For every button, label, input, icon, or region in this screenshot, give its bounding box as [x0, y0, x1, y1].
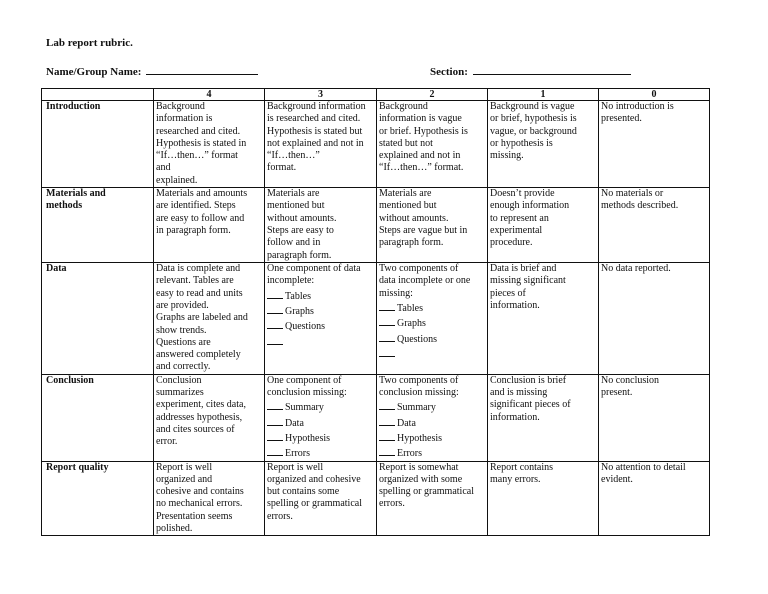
- cell-text: “If…then…”: [267, 150, 320, 162]
- cell-text: Graphs are labeled and: [156, 312, 248, 324]
- checklist-item[interactable]: [267, 415, 374, 430]
- cell-text: Conclusion: [156, 374, 202, 386]
- cell-text: methods described.: [601, 200, 679, 212]
- cell-text: and is missing: [490, 387, 548, 399]
- rubric-cell: [377, 263, 488, 375]
- checklist-item[interactable]: [379, 399, 485, 414]
- criterion-cell: [42, 101, 154, 188]
- rubric-cell: [599, 263, 710, 375]
- criterion-cell: [42, 188, 154, 263]
- checklist-item[interactable]: [267, 288, 374, 303]
- criterion-header: [42, 89, 154, 101]
- cell-text: Report is somewhat: [379, 461, 459, 473]
- cell-text: many errors.: [490, 473, 541, 485]
- cell-text: stated but not: [379, 137, 433, 149]
- cell-text: but contains some: [267, 486, 340, 498]
- cell-text: show trends.: [156, 324, 207, 336]
- check-blank[interactable]: [267, 445, 283, 456]
- check-blank[interactable]: [267, 288, 283, 299]
- cell-text: follow and in: [267, 237, 321, 249]
- cell-text: relevant. Tables are: [156, 275, 234, 287]
- cell-text: spelling or grammatical: [379, 486, 474, 498]
- cell-text: error.: [156, 436, 178, 448]
- rubric-cell: [377, 374, 488, 461]
- rubric-cell: [377, 101, 488, 188]
- check-blank[interactable]: [267, 399, 283, 410]
- cell-text: present.: [601, 387, 633, 399]
- cell-text: Data is complete and: [156, 263, 241, 275]
- cell-text: researched and cited.: [156, 125, 241, 137]
- cell-text: spelling or grammatical: [267, 498, 362, 510]
- cell-text: vague, or background: [490, 125, 577, 137]
- cell-text: Doesn’t provide: [490, 188, 555, 200]
- cell-text: or hypothesis is: [490, 137, 553, 149]
- score-header: 3: [265, 89, 377, 101]
- cell-text: missing significant: [490, 275, 566, 287]
- rubric-cell: [599, 188, 710, 263]
- cell-text: explained and not in: [379, 150, 461, 162]
- cell-text: no mechanical errors.: [156, 498, 243, 510]
- cell-text: is researched and cited.: [267, 113, 361, 125]
- rubric-cell: [265, 263, 377, 375]
- criterion-label: Materials and: [46, 188, 106, 200]
- criterion-label: methods: [46, 200, 83, 212]
- checklist-item[interactable]: [267, 430, 374, 445]
- check-blank[interactable]: [379, 415, 395, 426]
- cell-text: easy to read and units: [156, 287, 243, 299]
- cell-text: information.: [490, 299, 540, 311]
- rubric-cell: [265, 188, 377, 263]
- cell-text: Materials are: [379, 188, 432, 200]
- rubric-cell: [265, 461, 377, 536]
- table-row: [42, 263, 710, 375]
- rubric-cell: [265, 374, 377, 461]
- checklist-item[interactable]: [379, 300, 485, 315]
- cell-text: Hypothesis is stated but: [267, 125, 363, 137]
- cell-text: No materials or: [601, 188, 664, 200]
- cell-text: Background information: [267, 101, 366, 112]
- cell-text: “If…then…” format: [156, 150, 238, 162]
- cell-text: Materials are: [267, 188, 320, 200]
- checklist-item[interactable]: [379, 415, 485, 430]
- cell-text: enough information: [490, 200, 570, 212]
- section-label: Section:: [430, 66, 468, 78]
- checklist-item[interactable]: [379, 430, 485, 445]
- score-header: 0: [599, 89, 710, 101]
- checklist-label: Graphs: [285, 305, 314, 317]
- checklist-label: Summary: [397, 402, 436, 414]
- checklist-label: Data: [397, 417, 416, 429]
- cell-text: and cites sources of: [156, 423, 235, 435]
- rubric-cell: [154, 101, 265, 188]
- checklist-item[interactable]: [379, 445, 485, 460]
- check-blank[interactable]: [379, 399, 395, 410]
- cell-text: No data reported.: [601, 263, 671, 275]
- check-blank[interactable]: [267, 303, 283, 314]
- cell-text: No attention to detail: [601, 461, 686, 473]
- checklist-item[interactable]: [379, 346, 485, 361]
- criterion-cell: [42, 461, 154, 536]
- rubric-cell: [488, 374, 599, 461]
- cell-text: cohesive and contains: [156, 486, 244, 498]
- cell-text: data incomplete or one: [379, 275, 471, 287]
- check-blank[interactable]: [267, 318, 283, 329]
- cell-text: Data is brief and: [490, 263, 557, 275]
- rubric-cell: [265, 101, 377, 188]
- rubric-table: [41, 88, 710, 536]
- checklist-label: Questions: [397, 333, 437, 345]
- check-blank[interactable]: [379, 315, 395, 326]
- section-blank-line[interactable]: [473, 63, 631, 75]
- cell-text: significant pieces of: [490, 399, 571, 411]
- rubric-cell: [488, 263, 599, 375]
- cell-text: organized with some: [379, 473, 463, 485]
- cell-text: missing:: [379, 287, 413, 299]
- section-field[interactable]: [430, 63, 631, 78]
- checklist-item[interactable]: [267, 445, 374, 460]
- score-header: 1: [488, 89, 599, 101]
- cell-text: answered completely: [156, 349, 241, 361]
- cell-text: conclusion missing:: [379, 387, 459, 399]
- rubric-cell: [488, 461, 599, 536]
- check-blank[interactable]: [379, 300, 395, 311]
- cell-text: without amounts.: [379, 212, 449, 224]
- check-blank[interactable]: [379, 430, 395, 441]
- cell-text: format.: [267, 162, 297, 174]
- criterion-label: Report quality: [46, 461, 109, 473]
- cell-text: experiment, cites data,: [156, 399, 246, 411]
- cell-text: Background is vague: [490, 101, 575, 112]
- rubric-cell: [377, 461, 488, 536]
- cell-text: in paragraph form.: [156, 224, 231, 236]
- rubric-cell: [599, 101, 710, 188]
- cell-text: are provided.: [156, 299, 209, 311]
- cell-text: or brief, hypothesis is: [490, 113, 577, 125]
- table-row: [42, 188, 710, 263]
- rubric-cell: [154, 263, 265, 375]
- rubric-cell: [599, 374, 710, 461]
- check-blank[interactable]: [379, 331, 395, 342]
- rubric-cell: [488, 188, 599, 263]
- table-row: [42, 374, 710, 461]
- table-row: [42, 461, 710, 536]
- cell-text: No conclusion: [601, 374, 660, 386]
- criterion-cell: [42, 263, 154, 375]
- cell-text: or brief. Hypothesis is: [379, 125, 468, 137]
- cell-text: Background: [379, 101, 428, 112]
- cell-text: Report is well: [267, 461, 324, 473]
- checklist-label: Data: [285, 417, 304, 429]
- cell-text: and: [156, 162, 171, 174]
- cell-text: are identified. Steps: [156, 200, 236, 212]
- cell-text: polished.: [156, 523, 193, 535]
- cell-text: Materials and amounts: [156, 188, 248, 200]
- cell-text: Conclusion is brief: [490, 374, 567, 386]
- cell-text: “If…then…” format.: [379, 162, 464, 174]
- cell-text: experimental: [490, 224, 543, 236]
- cell-text: Steps are vague but in: [379, 224, 468, 236]
- cell-text: explained.: [156, 174, 198, 186]
- cell-text: errors.: [379, 498, 405, 510]
- rubric-cell: [488, 101, 599, 188]
- rubric-cell: [154, 188, 265, 263]
- check-blank[interactable]: [267, 334, 283, 345]
- checklist-item[interactable]: [267, 399, 374, 414]
- check-blank[interactable]: [267, 415, 283, 426]
- cell-text: Presentation seems: [156, 510, 233, 522]
- cell-text: evident.: [601, 473, 633, 485]
- criterion-label: Introduction: [46, 101, 101, 112]
- checklist-item[interactable]: [379, 315, 485, 330]
- cell-text: paragraph form.: [267, 249, 332, 261]
- cell-text: Hypothesis is stated in: [156, 137, 247, 149]
- checklist-label: Graphs: [397, 318, 426, 330]
- name-field[interactable]: [46, 63, 258, 78]
- checklist-label: Summary: [285, 402, 324, 414]
- checklist-item[interactable]: [267, 303, 374, 318]
- rubric-cell: [599, 461, 710, 536]
- name-label: Name/Group Name:: [46, 66, 142, 78]
- rubric-cell: [154, 374, 265, 461]
- cell-text: information.: [490, 411, 540, 423]
- cell-text: are easy to follow and: [156, 212, 245, 224]
- cell-text: One component of: [267, 374, 342, 386]
- name-blank-line[interactable]: [146, 63, 258, 75]
- checklist-item[interactable]: [379, 331, 485, 346]
- checklist-label: Tables: [285, 290, 311, 302]
- cell-text: Report is well: [156, 461, 213, 473]
- rubric-cell: [377, 188, 488, 263]
- cell-text: pieces of: [490, 287, 526, 299]
- cell-text: Report contains: [490, 461, 554, 473]
- cell-text: missing.: [490, 150, 524, 162]
- checklist-label: Errors: [397, 448, 422, 460]
- table-row: [42, 101, 710, 188]
- rubric-cell: [154, 461, 265, 536]
- cell-text: presented.: [601, 113, 642, 125]
- header-row: [42, 89, 710, 101]
- cell-text: information is: [156, 113, 213, 125]
- cell-text: errors.: [267, 510, 293, 522]
- checklist-item[interactable]: [267, 334, 374, 349]
- check-blank[interactable]: [267, 430, 283, 441]
- score-header: 2: [377, 89, 488, 101]
- cell-text: Questions are: [156, 336, 211, 348]
- cell-text: mentioned but: [379, 200, 437, 212]
- cell-text: mentioned but: [267, 200, 325, 212]
- cell-text: conclusion missing:: [267, 387, 347, 399]
- cell-text: organized and: [156, 473, 213, 485]
- page-title: Lab report rubric.: [46, 37, 133, 49]
- cell-text: without amounts.: [267, 212, 337, 224]
- checklist-label: Tables: [397, 302, 423, 314]
- cell-text: Steps are easy to: [267, 224, 334, 236]
- cell-text: and correctly.: [156, 361, 211, 373]
- criterion-label: Conclusion: [46, 374, 94, 386]
- cell-text: not explained and not in: [267, 137, 364, 149]
- cell-text: incomplete:: [267, 275, 315, 287]
- checklist-label: Questions: [285, 321, 325, 333]
- check-blank[interactable]: [379, 445, 395, 456]
- checklist-label: Hypothesis: [285, 432, 330, 444]
- checklist-label: Hypothesis: [397, 432, 442, 444]
- cell-text: Background: [156, 101, 205, 112]
- cell-text: addresses hypothesis,: [156, 411, 243, 423]
- cell-text: organized and cohesive: [267, 473, 361, 485]
- score-header: 4: [154, 89, 265, 101]
- criterion-label: Data: [46, 263, 67, 275]
- cell-text: Two components of: [379, 374, 459, 386]
- cell-text: summarizes: [156, 387, 204, 399]
- cell-text: No introduction is: [601, 101, 674, 112]
- check-blank[interactable]: [379, 346, 395, 357]
- cell-text: to represent an: [490, 212, 549, 224]
- cell-text: information is vague: [379, 113, 462, 125]
- checklist-item[interactable]: [267, 318, 374, 333]
- cell-text: procedure.: [490, 237, 533, 249]
- cell-text: Two components of: [379, 263, 459, 275]
- criterion-cell: [42, 374, 154, 461]
- checklist-label: Errors: [285, 448, 310, 460]
- cell-text: One component of data: [267, 263, 361, 275]
- cell-text: paragraph form.: [379, 237, 444, 249]
